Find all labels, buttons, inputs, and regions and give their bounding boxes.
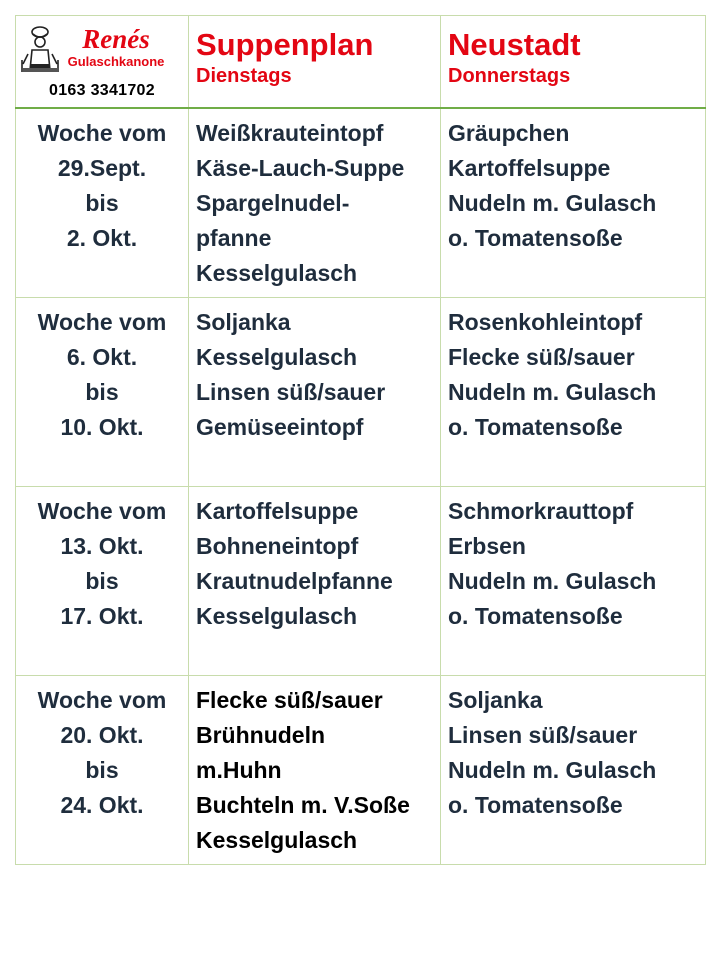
- menu-item: Soljanka: [448, 687, 543, 713]
- menu-item: o. Tomatensoße: [448, 603, 623, 629]
- menu-item: Spargelnudel-: [196, 190, 350, 216]
- menu-item: Nudeln m. Gulasch: [448, 379, 657, 405]
- menu-item: Flecke süß/sauer: [196, 687, 383, 713]
- week-row: [16, 487, 706, 676]
- week-label-line: Woche vom: [37, 120, 167, 146]
- donnerstags-menu-cell: [441, 298, 706, 487]
- week-label-line: 13. Okt.: [60, 533, 144, 559]
- menu-item: Nudeln m. Gulasch: [448, 190, 657, 216]
- menu-item: Gemüseeintopf: [196, 414, 364, 440]
- week-label-line: 24. Okt.: [60, 792, 144, 818]
- column-subtitle: Donnerstags: [448, 65, 571, 87]
- column-header-dienstags: [189, 16, 441, 109]
- week-label-line: 29.Sept.: [57, 155, 147, 181]
- menu-item: Linsen süß/sauer: [196, 379, 386, 405]
- week-label-line: Woche vom: [37, 687, 167, 713]
- menu-item: Buchteln m. V.Soße: [196, 792, 410, 818]
- menu-plan-sheet: [15, 15, 705, 864]
- menu-item: Kartoffelsuppe: [196, 498, 359, 524]
- menu-item: o. Tomatensoße: [448, 225, 623, 251]
- dienstags-menu-cell: [189, 676, 441, 865]
- phone-number: 0163 3341702: [49, 82, 155, 99]
- menu-item: Krautnudelpfanne: [196, 568, 393, 594]
- menu-item: Linsen süß/sauer: [448, 722, 638, 748]
- donnerstags-menu-cell: [441, 108, 706, 298]
- menu-item: o. Tomatensoße: [448, 792, 623, 818]
- logo-name: Renés: [82, 24, 150, 54]
- week-label-cell: [16, 487, 189, 676]
- week-label-line: 17. Okt.: [60, 603, 144, 629]
- week-label-line: bis: [85, 190, 119, 216]
- menu-item: Kesselgulasch: [196, 260, 358, 286]
- menu-item: Erbsen: [448, 533, 526, 559]
- menu-item: o. Tomatensoße: [448, 414, 623, 440]
- dienstags-menu-cell: [189, 487, 441, 676]
- donnerstags-menu-cell: [441, 676, 706, 865]
- week-label-line: Woche vom: [37, 309, 167, 335]
- week-label-line: bis: [85, 379, 119, 405]
- menu-item: Schmorkrauttopf: [448, 498, 634, 524]
- cook-with-kettle-icon: [20, 24, 180, 74]
- header-row: [16, 16, 706, 109]
- menu-item: Soljanka: [196, 309, 291, 335]
- menu-item: Kesselgulasch: [196, 603, 358, 629]
- menu-item: Nudeln m. Gulasch: [448, 568, 657, 594]
- logo-subtitle: Gulaschkanone: [67, 54, 165, 69]
- week-label-line: bis: [85, 757, 119, 783]
- donnerstags-menu-cell: [441, 487, 706, 676]
- week-label-line: bis: [85, 568, 119, 594]
- menu-plan-table: [15, 15, 706, 865]
- menu-item: Gräupchen: [448, 120, 570, 146]
- dienstags-menu-cell: [189, 108, 441, 298]
- week-row: [16, 298, 706, 487]
- menu-item: Weißkrauteintopf: [196, 120, 384, 146]
- column-title: Suppenplan: [196, 27, 374, 62]
- logo-cell: [16, 16, 189, 109]
- week-label-cell: [16, 108, 189, 298]
- dienstags-menu-cell: [189, 298, 441, 487]
- week-label-line: Woche vom: [37, 498, 167, 524]
- week-row: [16, 108, 706, 298]
- menu-item: Käse-Lauch-Suppe: [196, 155, 405, 181]
- week-label-line: 20. Okt.: [60, 722, 144, 748]
- week-row: [16, 676, 706, 865]
- menu-item: m.Huhn: [196, 757, 282, 783]
- week-label-line: 6. Okt.: [66, 344, 138, 370]
- column-title: Neustadt: [448, 27, 581, 62]
- column-header-donnerstags: [441, 16, 706, 109]
- menu-item: Bohneneintopf: [196, 533, 359, 559]
- menu-item: Nudeln m. Gulasch: [448, 757, 657, 783]
- week-label-cell: [16, 298, 189, 487]
- column-subtitle: Dienstags: [196, 65, 292, 87]
- menu-item: Kesselgulasch: [196, 344, 358, 370]
- menu-item: Kesselgulasch: [196, 827, 358, 853]
- week-label-line: 10. Okt.: [60, 414, 144, 440]
- menu-item: Brühnudeln: [196, 722, 326, 748]
- week-label-line: 2. Okt.: [66, 225, 138, 251]
- menu-item: Flecke süß/sauer: [448, 344, 635, 370]
- menu-item: pfanne: [196, 225, 272, 251]
- week-label-cell: [16, 676, 189, 865]
- menu-item: Rosenkohleintopf: [448, 309, 643, 335]
- menu-item: Kartoffelsuppe: [448, 155, 611, 181]
